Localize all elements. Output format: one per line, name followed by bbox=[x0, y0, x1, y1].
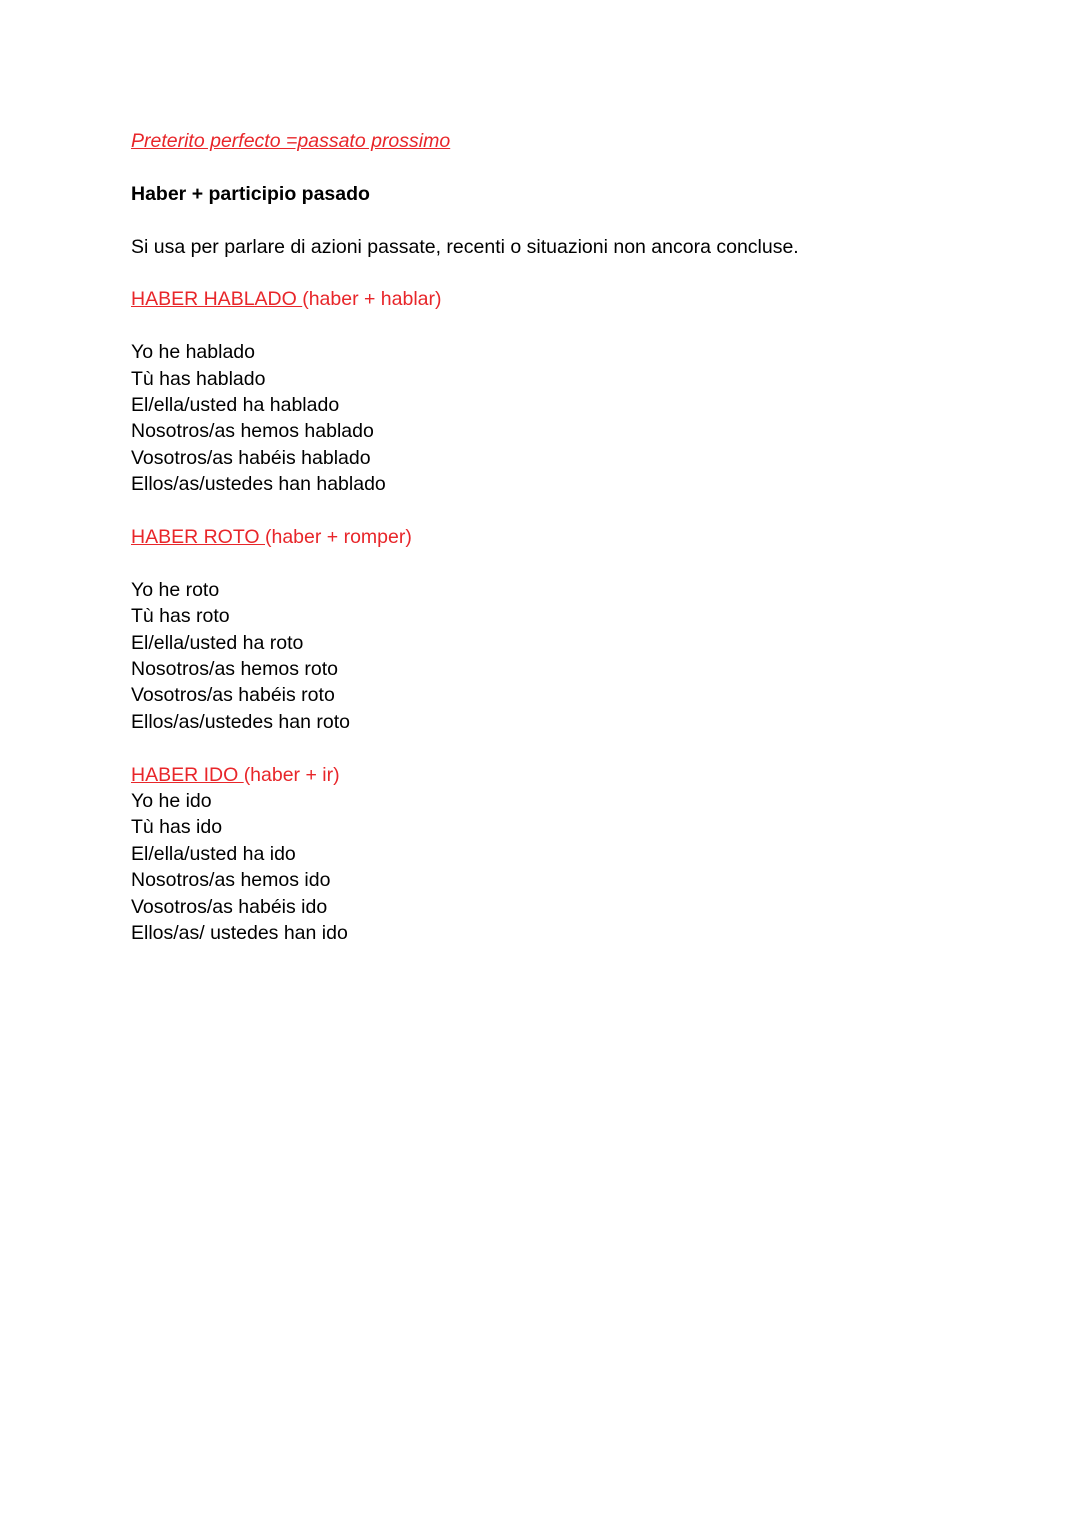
spacer bbox=[131, 313, 1031, 339]
section-heading-rest: (haber + hablar) bbox=[302, 288, 442, 311]
conjugation-line: Yo he roto bbox=[131, 578, 220, 601]
document-title: Preterito perfecto =passato prossimo bbox=[131, 130, 451, 152]
section-heading-ido bbox=[131, 762, 1031, 788]
conjugation-line: Tù has ido bbox=[131, 816, 223, 839]
section-heading-roto bbox=[131, 524, 1031, 550]
section-heading-underlined: HABER IDO bbox=[131, 763, 244, 786]
section-heading-underlined: HABER HABLADO bbox=[131, 288, 303, 311]
conjugation-line: Ellos/as/ ustedes han ido bbox=[131, 922, 348, 945]
section-heading-hablado bbox=[131, 286, 1031, 312]
spacer bbox=[131, 260, 1031, 286]
conjugation-line: El/ella/usted ha hablado bbox=[131, 394, 340, 416]
conjugation-line: Yo he hablado bbox=[131, 341, 255, 364]
conjugation-line: Vosotros/as habéis hablado bbox=[131, 446, 371, 469]
conjugation-line: El/ella/usted ha ido bbox=[131, 842, 296, 865]
conjugation-line: Ellos/as/ustedes han hablado bbox=[131, 473, 386, 496]
section-heading-rest: (haber + romper) bbox=[265, 526, 412, 549]
document-subtitle: Haber + participio pasado bbox=[131, 182, 370, 205]
section-heading-rest: (haber + ir) bbox=[243, 763, 340, 786]
spacer bbox=[131, 207, 1031, 233]
conjugation-line: Vosotros/as habéis roto bbox=[131, 684, 335, 707]
conjugation-line: Tù has hablado bbox=[131, 367, 266, 390]
conjugation-line: Ellos/as/ustedes han roto bbox=[131, 710, 350, 733]
document-description: Si usa per parlare di azioni passate, recenti o situazioni non ancora concluse. bbox=[131, 235, 799, 258]
conjugation-line: Nosotros/as hemos hablado bbox=[131, 420, 374, 443]
spacer bbox=[131, 154, 1031, 180]
spacer bbox=[131, 550, 1031, 576]
spacer bbox=[131, 735, 1031, 761]
spacer bbox=[131, 498, 1031, 524]
conjugation-line: Tù has roto bbox=[131, 605, 230, 628]
conjugation-line: Nosotros/as hemos ido bbox=[131, 869, 331, 892]
conjugation-line: Vosotros/as habéis ido bbox=[131, 895, 328, 918]
section-heading-underlined: HABER ROTO bbox=[131, 526, 265, 549]
conjugation-line: Yo he ido bbox=[131, 790, 212, 813]
document-body bbox=[131, 128, 1031, 946]
conjugation-line: Nosotros/as hemos roto bbox=[131, 658, 339, 681]
conjugation-line: El/ella/usted ha roto bbox=[131, 631, 304, 654]
